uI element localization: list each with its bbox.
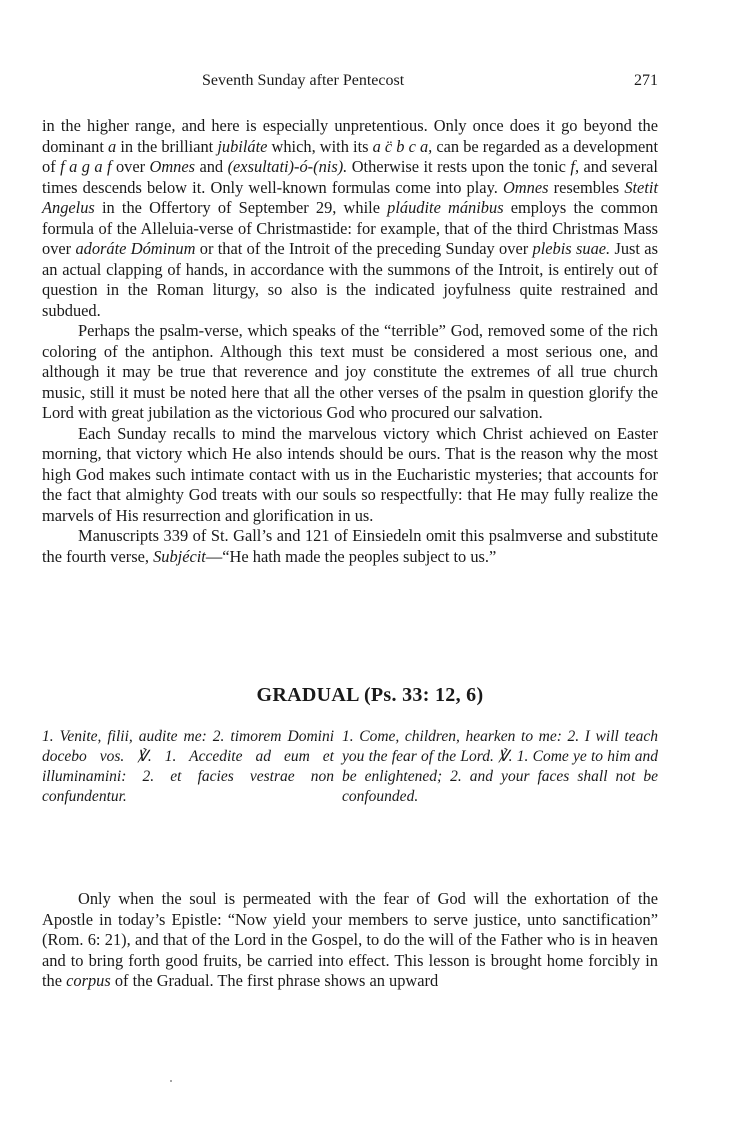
text-run: Otherwise it rests upon the tonic: [347, 157, 571, 176]
italic-text: Omnes: [502, 177, 549, 197]
text-run: Each Sunday recalls to mind the marvelous victory which Christ achieved on Easter morning, that victory which He also intends should be ours. That is the reason why the most high God makes such intimate contact with us in the Eucharistic mysteries; that accounts for the fact that almighty God treats with our souls so respectfully: that He may fully realize the marvels of His resurrection and glorification in us.: [42, 423, 658, 525]
italic-text: (exsultati)-ó-(nis).: [227, 157, 348, 176]
italic-text: adoráte Dóminum: [75, 239, 196, 258]
paragraph-3: [42, 424, 658, 527]
running-title: Seventh Sunday after Pentecost: [202, 72, 405, 89]
body-text: [42, 116, 658, 567]
text-run: Only when the soul is permeated with the fear of God will the exhortation of the Apostle in today’s Epistle: “Now yield your members to serve justice, unto sanctification” (Rom. 6: 21), and that of the Lord in the Gospel, to do the will of the Father who is in heaven and to bring forth good fruits, be carried into effect. This lesson is brought home forcibly in the: [42, 889, 658, 991]
italic-text: f a g a f: [60, 157, 112, 176]
text-run: and several times descends below it. Only well-known formulas come into play.: [42, 157, 658, 197]
text-run: and: [195, 157, 228, 176]
text-run: —“He hath made the peoples subject to us.”: [205, 546, 497, 566]
italic-text: a: [108, 136, 117, 156]
page-speck: [170, 1080, 172, 1082]
text-run: Manuscripts 339 of St. Gall’s and 121 of Einsiedeln omit this psalmverse and substitute the fourth verse,: [42, 526, 658, 566]
italic-text: corpus: [66, 971, 111, 991]
text-run: in the brilliant: [116, 136, 218, 156]
paragraph-2: [42, 321, 658, 424]
gradual-english: 1. Come, children, hearken to me: 2. I will teach you the fear of the Lord. ℣. 1. Come ye to him and be enlightened; 2. and your faces shall not be confounded.: [342, 728, 658, 805]
page-header: [42, 72, 684, 94]
italic-text: a c̈ b c a,: [372, 136, 433, 156]
text-run: of the Gradual. The first phrase shows an upward: [110, 971, 439, 991]
italic-text: plebis suae.: [532, 239, 611, 258]
text-run: in the higher range, and here is especially unpretentious. Only once does it go beyond the dominant: [42, 116, 658, 156]
italic-text: Omnes: [149, 157, 196, 176]
paragraph-1: [42, 116, 658, 321]
paragraph-4: [42, 526, 658, 567]
italic-text: pláudite mánibus: [387, 198, 504, 217]
section-title: GRADUAL (Ps. 33: 12, 6): [256, 684, 484, 706]
text-run: resembles: [548, 177, 625, 197]
paragraph-5: [42, 889, 658, 992]
italic-text: Subjécit: [153, 546, 206, 566]
gradual-latin: 1. Venite, filii, audite me: 2. timorem Domini docebo vos. ℣. 1. Accedite ad eum et illuminamini: 2. et facies vestrae non confundentur.: [42, 728, 334, 805]
text-run: employs the common formula of the Alleluia-verse of Christmastide: for example, that of the third Christmas Mass over: [42, 198, 658, 258]
text-run: can be regarded as a development of: [42, 136, 659, 176]
text-run: over: [111, 157, 150, 176]
italic-text: jubiláte: [217, 136, 268, 156]
text-run: or that of the Introit of the preceding Sunday over: [195, 239, 533, 258]
italic-text: Stetit Angelus: [42, 177, 658, 217]
text-run: Just as an actual clapping of hands, in accordance with the summons of the Introit, is entirely out of question in the Roman liturgy, so also is the indicated joyfulness quite restrained and subdued.: [42, 239, 658, 320]
page-number: 271: [634, 72, 658, 89]
text-run: in the Offertory of September 29, while: [94, 198, 388, 217]
text-run: which, with its: [267, 136, 373, 156]
text-run: Perhaps the psalm-verse, which speaks of the “terrible” God, removed some of the rich coloring of the antiphon. Although this text must be considered a most serious one, and although it may be true that reverence and joy constitute the extremes of all true church music, still it must be noted here that all the other verses of the psalm in question glorify the Lord with great jubilation as the victorious God who procured our salvation.: [42, 321, 658, 422]
italic-text: f,: [570, 157, 580, 176]
